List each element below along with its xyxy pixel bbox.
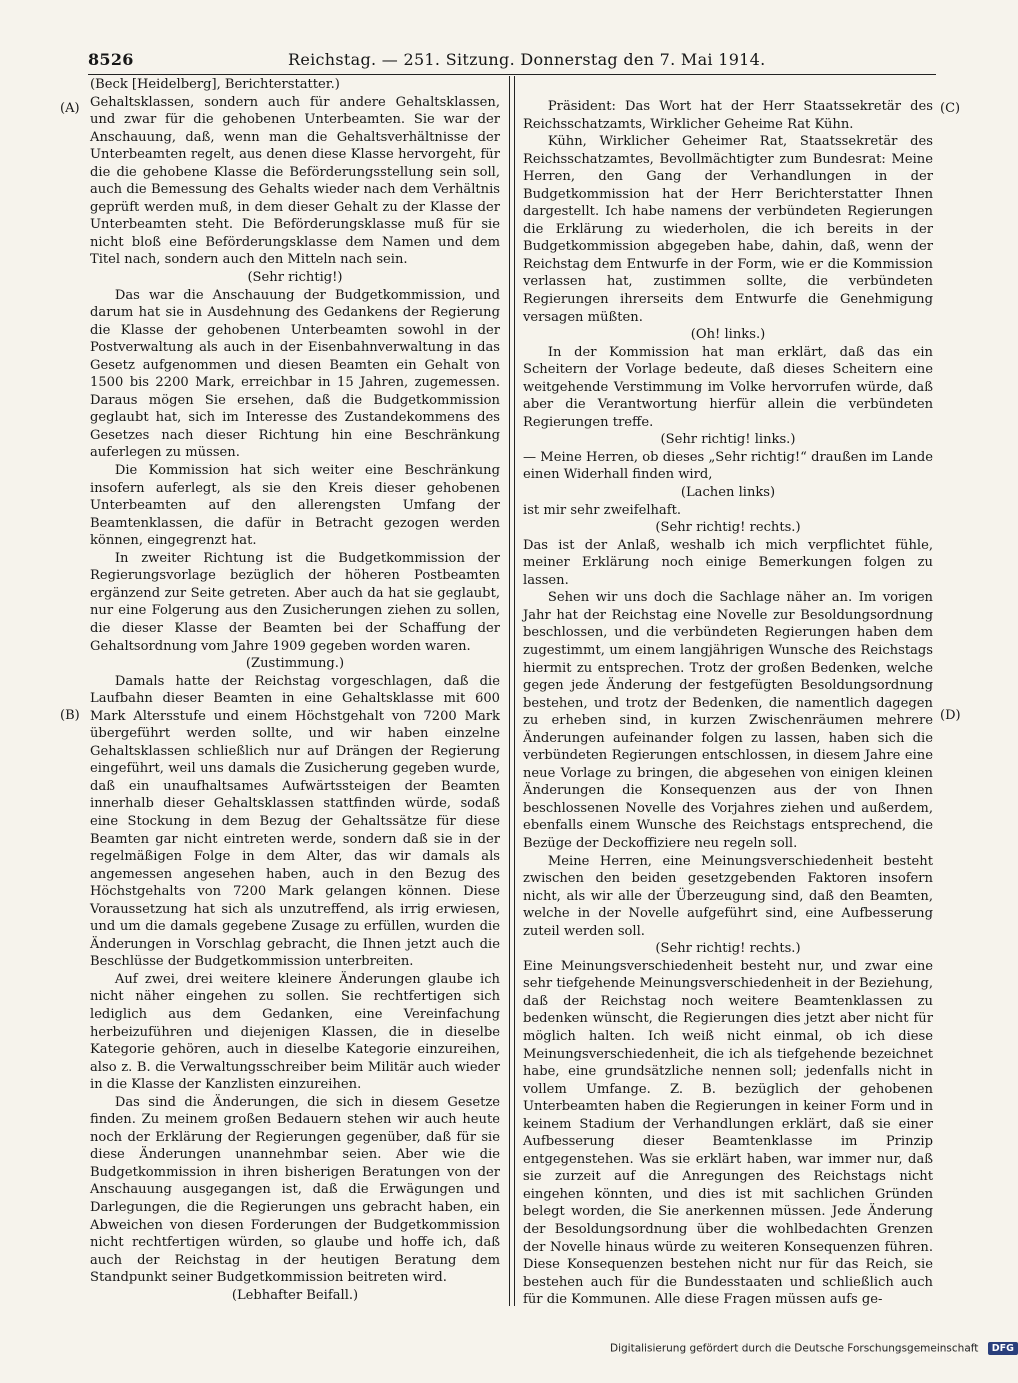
text-paragraph: Damals hatte der Reichstag vorgeschlagen, daß die Laufbahn dieser Beamten in eine Gehaltsklasse mit 600 Mark Altersstufe und einem Höchstgehalt von 7200 Mark übergeführt werden sollte, und wir haben einzelne Gehaltsklassen schließlich nur auf Drängen der Regierung eingeführt, weil uns damals die Zusicherung gegeben wurde, daß ein unaufhaltsames Aufwärtssteigen der Beamten innerhalb dieser Gehaltsklassen stattfinden würde, sodaß eine Stockung in dem Bezug der Gehaltssätze für diese Beamten gar nicht eintreten werde, sondern daß sie in der regelmäßigen Folge in dem Alter, das wir damals als angemessen angesehen haben, auch in den Bezug des Höchstgehalts von 7200 Mark gelangen können. Diese Voraussetzung hat sich als unzutreffend, als irrig erwiesen, und um die damals gegebene Zusage zu erfüllen, wurden die Änderungen in Vorschlag gebracht, die Ihnen jetzt auch die Beschlüsse der Budgetkommission unterbreiten. bbox=[90, 673, 500, 970]
text-paragraph: Die Kommission hat sich weiter eine Beschränkung insofern auferlegt, als sie den Kreis dieser gehobenen Unterbeamten auf den allerengsten Umfang der Beamtenklassen, die dafür in Betracht gezogen werden können, eingegrenzt hat. bbox=[90, 463, 500, 549]
interjection: (Sehr richtig! rechts.) bbox=[655, 520, 801, 536]
margin-mark-d: (D) bbox=[940, 708, 961, 723]
funding-credit: Digitalisierung gefördert durch die Deutsche Forschungsgemeinschaft bbox=[610, 1342, 979, 1355]
text-paragraph: Gehaltsklassen, sondern auch für andere Gehaltsklassen, und zwar für die gehobenen Unterbeamten. Sie war der Anschauung, daß, wenn man die Gehaltsverhältnisse der Unterbeamten regelt, aus denen diese Klasse hervorgeht, für die die gehobene Klasse die Beförderungsstellung sein soll, auch die Bemessung des Gehalts wieder nach dem Verhältnis geprüft werden muß, in dem dieser Gehalt zu der Klasse der Unterbeamten steht. Die Beförderungsklasse muß für sie nicht bloß eine Beförderungsklasse dem Namen und dem Titel nach, sondern auch den Mitteln nach sein. bbox=[90, 94, 500, 268]
dfg-logo: DFG bbox=[988, 1342, 1018, 1355]
text-paragraph: — Meine Herren, ob dieses „Sehr richtig!“ draußen im Lande einen Widerhall finden wird, bbox=[523, 449, 933, 483]
column-divider bbox=[509, 76, 510, 1306]
text-paragraph: Das sind die Änderungen, die sich in diesem Gesetze finden. Zu meinem großen Bedauern stehen wir auch heute noch der Erklärung der Regierungen gegenüber, daß für sie diese Änderungen unannehmbar seien. Aber wie die Budgetkommission in ihren bisherigen Beratungen von der Anschauung ausgegangen ist, daß die Erwägungen und Darlegungen, die die Regierungen uns gebracht haben, ein Abweichen von diesen Forderungen der Budgetkommission nicht rechtfertigen würden, so glaube und hoffe ich, daß auch der Reichstag in der heutigen Beratung dem Standpunkt seiner Budgetkommission beitreten wird. bbox=[90, 1094, 500, 1286]
interjection: (Zustimmung.) bbox=[245, 656, 345, 672]
interjection: (Sehr richtig!) bbox=[247, 270, 343, 286]
text-paragraph: Meine Herren, eine Meinungsverschiedenheit besteht zwischen den beiden gesetzgebenden Faktoren insofern nicht, als wir alle der Überzeugung sind, daß den Beamten, welche in der Novelle aufgeführt sind, eine Aufbesserung zuteil werden soll. bbox=[523, 853, 933, 939]
header-rule bbox=[88, 74, 936, 75]
interjection: (Sehr richtig! rechts.) bbox=[655, 941, 801, 957]
text-paragraph: Auf zwei, drei weitere kleinere Änderungen glaube ich nicht näher eingehen zu sollen. Sie rechtfertigen sich lediglich aus dem Gedanken, eine Vereinfachung herbeizuführen und diejenigen Klassen, die in dieselbe Kategorie gehören, auch in dieselbe Kategorie einzureihen, also z. B. die Verwaltungsschreiber beim Militär auch wieder in die Klasse der Kanzlisten einzureihen. bbox=[90, 971, 500, 1093]
page-number: 8526 bbox=[88, 50, 134, 69]
margin-mark-c: (C) bbox=[940, 101, 961, 116]
margin-mark-a: (A) bbox=[60, 101, 80, 116]
text-paragraph: Kühn, Wirklicher Geheimer Rat, Staatssekretär des Reichsschatzamtes, Bevollmächtigter zum Bundesrat: Meine Herren, den Gang der Verhandlungen in der Budgetkommission hat der Herr Berichterstatter Ihnen dargestellt. Ich habe namens der verbündeten Regierungen die Erklärung zu wiederholen, die ich bereits in der Budgetkommission abgegeben habe, dahin, daß, wenn der Reichstag dem Entwurfe in der Form, wie er die Kommission verlassen hat, zustimmen sollte, die verbündeten Regierungen ihrerseits dem Entwurfe die Genehmigung versagen müßten. bbox=[523, 134, 933, 325]
left-text-column bbox=[90, 76, 500, 1304]
text-paragraph: Das ist der Anlaß, weshalb ich mich verpflichtet fühle, meiner Erklärung noch einige Bemerkungen folgen zu lassen. bbox=[523, 537, 933, 588]
text-paragraph: ist mir sehr zweifelhaft. bbox=[523, 502, 682, 518]
column-divider bbox=[514, 76, 515, 1306]
interjection: (Lebhafter Beifall.) bbox=[231, 1287, 359, 1303]
text-paragraph: In der Kommission hat man erklärt, daß das ein Scheitern der Vorlage bedeute, daß dieses Scheitern eine weitgehende Verstimmung im Volke hervorrufen würde, daß aber die Verantwortung hierfür allein die verbündeten Regierungen treffe. bbox=[523, 344, 933, 430]
interjection: (Oh! links.) bbox=[690, 327, 766, 343]
running-title: Reichstag. — 251. Sitzung. Donnerstag den 7. Mai 1914. bbox=[288, 50, 766, 69]
page-header bbox=[88, 50, 932, 72]
right-text-column bbox=[523, 98, 933, 1309]
margin-mark-b: (B) bbox=[60, 708, 80, 723]
text-paragraph: Präsident: Das Wort hat der Herr Staatssekretär des Reichsschatzamts, Wirklicher Geheime Rat Kühn. bbox=[523, 99, 933, 132]
text-paragraph: Das war die Anschauung der Budgetkommission, und darum hat sie in Ausdehnung des Gedankens der Regierung die Klasse der gehobenen Unterbeamten sowohl in der Postverwaltung als auch in der Eisenbahnverwaltung in das Gesetz aufgenommen und diesen Beamten ein Gehalt von 1500 bis 2200 Mark, erreichbar in 15 Jahren, zugemessen. Daraus mögen Sie ersehen, daß die Budgetkommission geglaubt hat, sich im Interesse des Zustandekommens des Gesetzes nach dieser Richtung hin eine Beschränkung auferlegen zu müssen. bbox=[90, 287, 500, 461]
interjection: (Lachen links) bbox=[680, 485, 776, 501]
text-paragraph: Eine Meinungsverschiedenheit besteht nur, und zwar eine sehr tiefgehende Meinungsverschiedenheit in der Beziehung, daß der Reichstag noch weitere Beamtenklassen zu bedenken wünscht, die Regierungen dies jetzt aber nicht für möglich halten. Ich weiß nicht einmal, ob ich diese Meinungsverschiedenheit, die ich als tiefgehende bezeichnet habe, eine grundsätzliche nennen soll; jedenfalls nicht in vollem Umfange. Z. B. bezüglich der gehobenen Unterbeamten haben die Regierungen in keiner Form und in keinem Stadium der Verhandlungen erklärt, daß sie einer Aufbesserung dieser Beamtenklasse im Prinzip entgegenstehen. Was sie erklärt haben, war immer nur, daß sie zurzeit auf die Anregungen des Reichstags nicht eingehen könnten, und dies ist mit sachlichen Gründen belegt worden, die Sie anerkennen müssen. Jede Änderung der Besoldungsordnung über die wohlbedachten Grenzen der Novelle hinaus würde zu weiteren Konsequenzen führen. Diese Konsequenzen bestehen nicht nur für das Reich, sie bestehen auch für die Bundesstaaten und schließlich auch für die Kommunen. Alle diese Fragen müssen aufs ge- bbox=[523, 958, 933, 1308]
text-paragraph: In zweiter Richtung ist die Budgetkommission der Regierungsvorlage bezüglich der höheren Postbeamten ergänzend zur Seite getreten. Aber auch da hat sie geglaubt, nur eine Folgerung aus den Zusicherungen ziehen zu sollen, die dieser Klasse der Beamten bei der Schaffung der Gehaltsordnung vom Jahre 1909 gegeben worden waren. bbox=[90, 550, 500, 654]
page-footer bbox=[610, 1342, 1014, 1360]
text-paragraph: Sehen wir uns doch die Sachlage näher an. Im vorigen Jahr hat der Reichstag eine Novelle zur Besoldungsordnung beschlossen, und die verbündeten Regierungen haben dem zugestimmt, um einem langjährigen Wunsche des Reichstags hiermit zu entsprechen. Trotz der großen Bedenken, welche gegen jede Änderung der festgefügten Besoldungsordnung bestehen, und trotz der Bedenken, die namentlich dagegen zu erheben sind, in kurzen Zwischenräumen mehrere Änderungen aufeinander folgen zu lassen, haben sich die verbündeten Regierungen entschlossen, in diesem Jahre eine neue Vorlage zu bringen, die abgesehen von einigen kleinen Änderungen die Konsequenzen aus der von Ihnen beschlossenen Novelle des Vorjahres ziehen und außerdem, ebenfalls einem Wunsche des Reichstags entsprechend, die Bezüge der Deckoffiziere neu regeln soll. bbox=[523, 590, 933, 851]
text-paragraph: (Beck [Heidelberg], Berichterstatter.) bbox=[90, 77, 340, 92]
interjection: (Sehr richtig! links.) bbox=[660, 432, 796, 448]
